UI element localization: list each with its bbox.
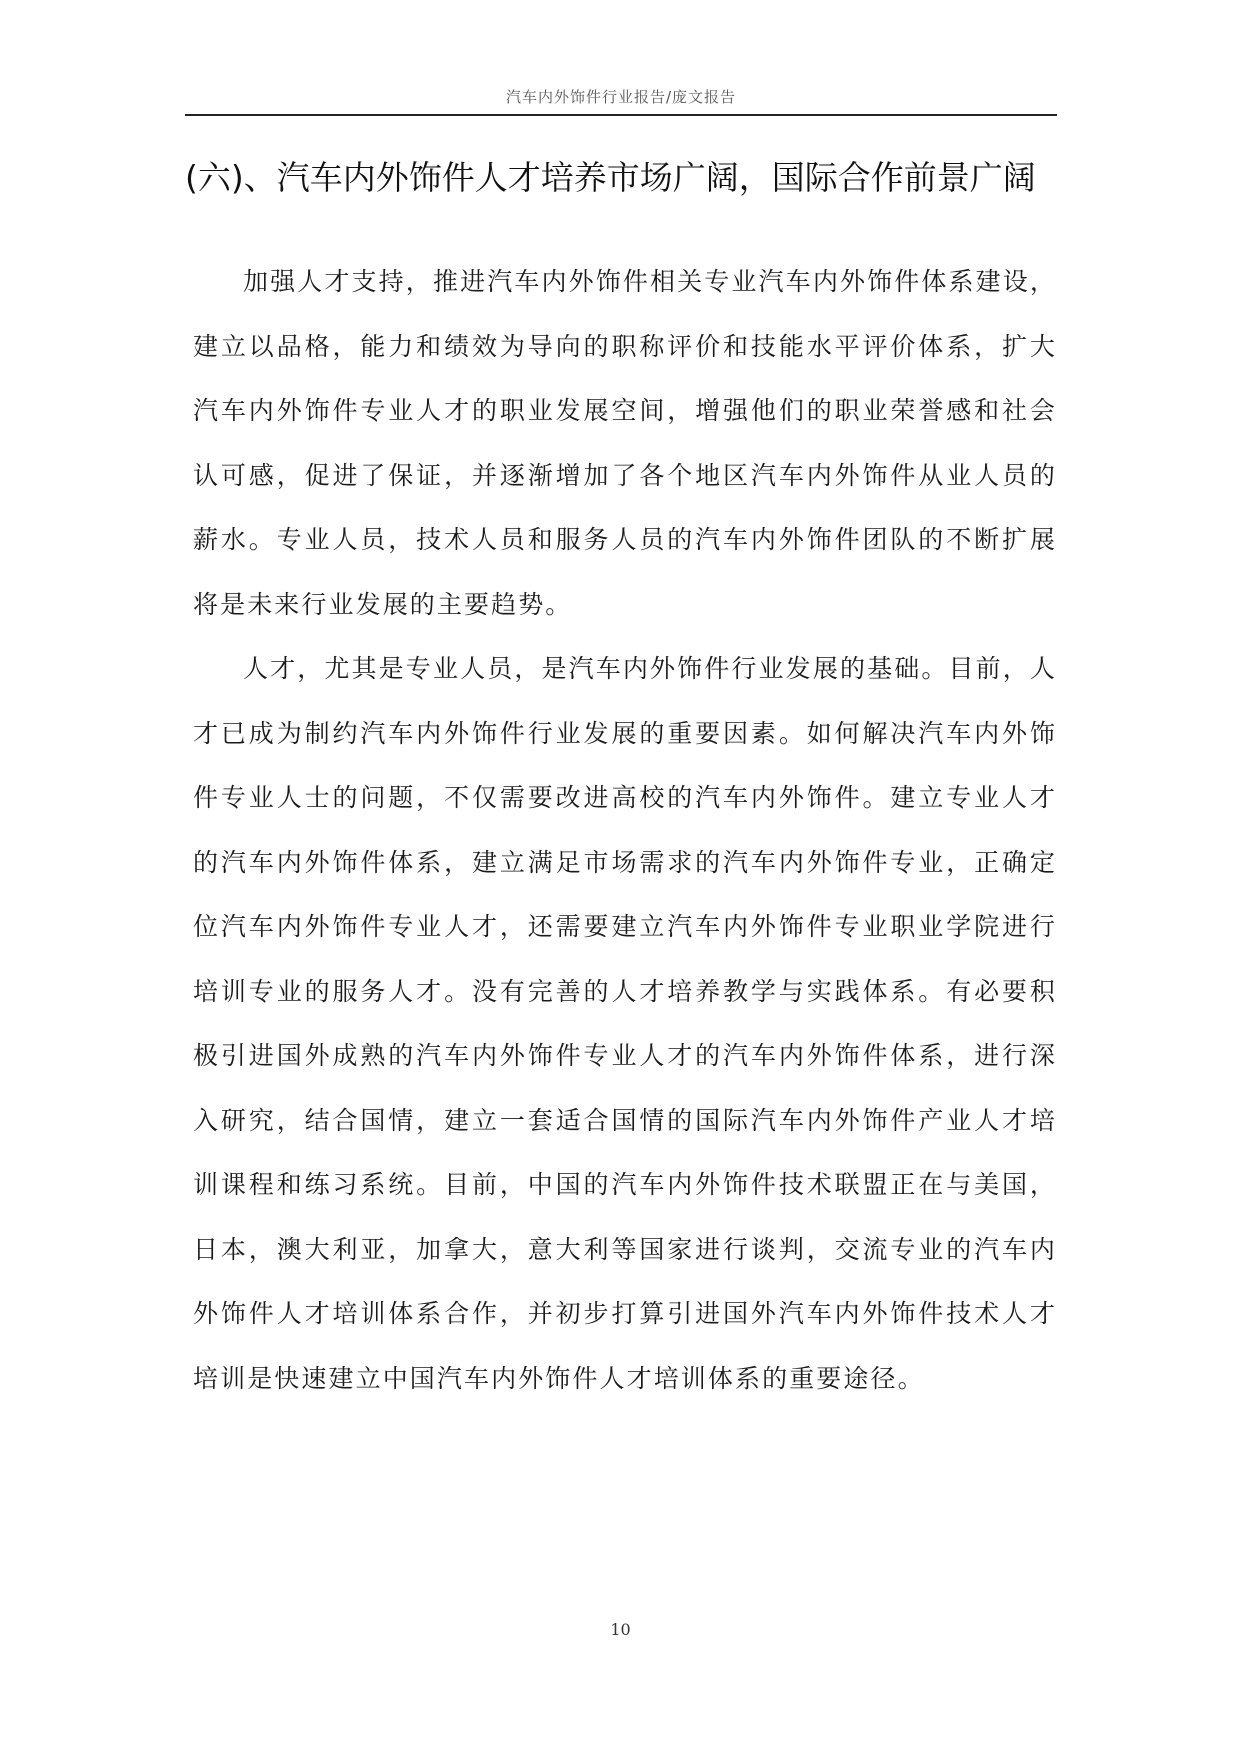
header-divider (185, 114, 1057, 116)
paragraph: 加强人才支持，推进汽车内外饰件相关专业汽车内外饰件体系建设，建立以品格，能力和绩效为导向的职称评价和技能水平评价体系，扩大汽车内外饰件专业人才的职业发展空间，增强他们的职业荣誉感和社会认可感，促进了保证，并逐渐增加了各个地区汽车内外饰件从业人员的薪水。专业人员，技术人员和服务人员的汽车内外饰件团队的不断扩展将是未来行业发展的主要趋势。 (193, 267, 1057, 619)
paragraph: 人才，尤其是专业人员，是汽车内外饰件行业发展的基础。目前，人才已成为制约汽车内外饰件行业发展的重要因素。如何解决汽车内外饰件专业人士的问题，不仅需要改进高校的汽车内外饰件。建立专业人才的汽车内外饰件体系，建立满足市场需求的汽车内外饰件专业，正确定位汽车内外饰件专业人才，还需要建立汽车内外饰件专业职业学院进行培训专业的服务人才。没有完善的人才培养教学与实践体系。有必要积极引进国外成熟的汽车内外饰件专业人才的汽车内外饰件体系，进行深入研究，结合国情，建立一套适合国情的国际汽车内外饰件产业人才培训课程和练习系统。目前，中国的汽车内外饰件技术联盟正在与美国，日本，澳大利亚，加拿大，意大利等国家进行谈判，交流专业的汽车内外饰件人才培训体系合作，并初步打算引进国外汽车内外饰件技术人才培训是快速建立中国汽车内外饰件人才培训体系的重要途径。 (193, 654, 1057, 1393)
page-number: 10 (610, 1620, 631, 1639)
running-header: 汽车内外饰件行业报告/庞文报告 (505, 88, 737, 106)
body-text (193, 250, 1057, 1411)
section-title: (六)、汽车内外饰件人才培养市场广阔，国际合作前景广阔 (185, 158, 1036, 197)
